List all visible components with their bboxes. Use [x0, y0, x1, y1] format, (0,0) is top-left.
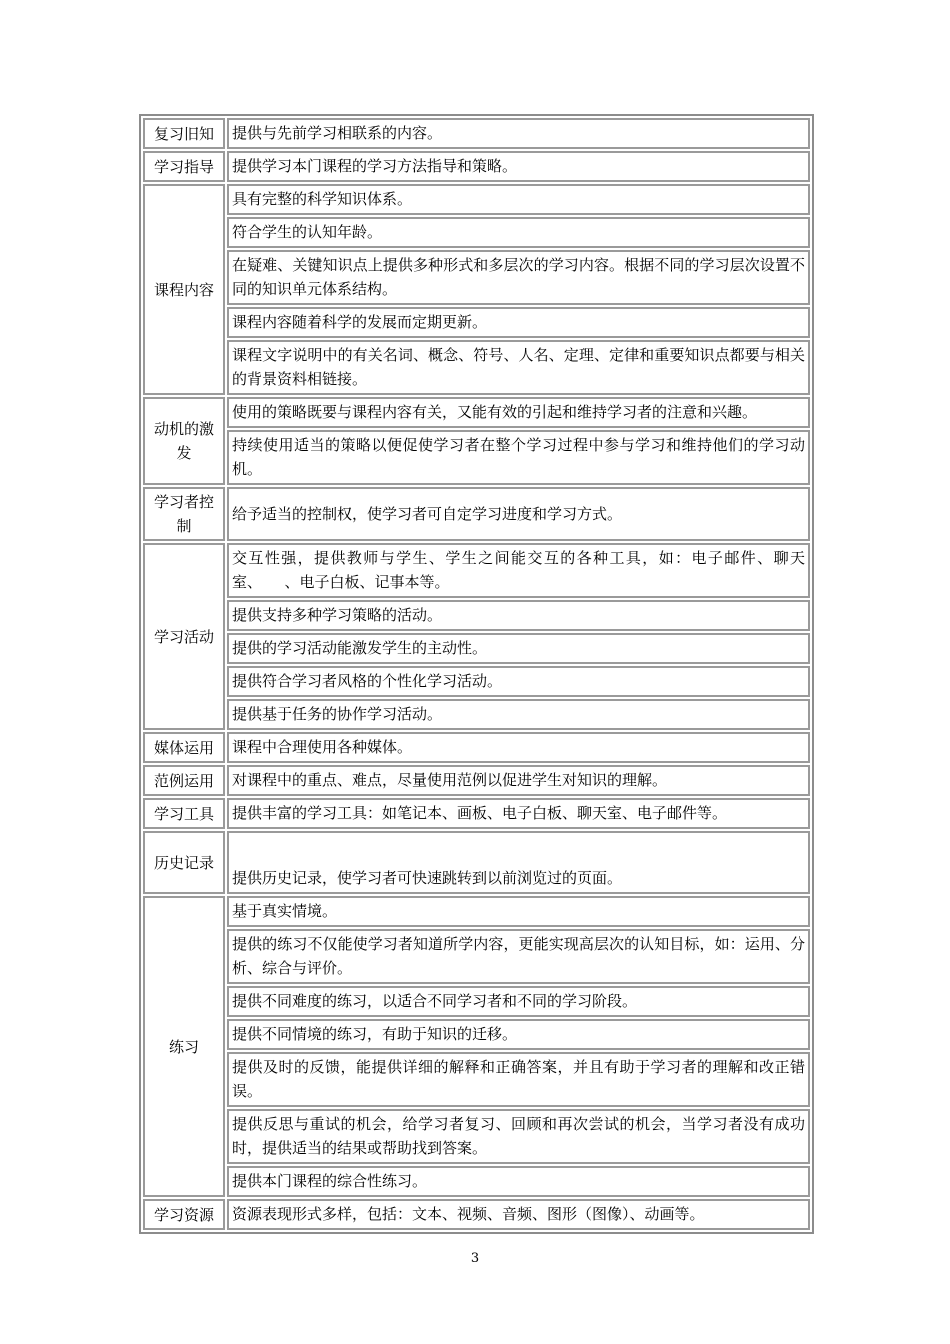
criteria-table [139, 114, 814, 1234]
table-row [143, 184, 810, 215]
category-cell: 学习指导 [143, 151, 225, 182]
table-row [143, 397, 810, 428]
description-cell: 提供不同情境的练习，有助于知识的迁移。 [227, 1019, 810, 1050]
description-cell: 提供学习本门课程的学习方法指导和策略。 [227, 151, 810, 182]
page-number: 3 [470, 1251, 480, 1266]
table-row [143, 217, 810, 248]
table-row [143, 986, 810, 1017]
table-row [143, 929, 810, 984]
table-row [143, 543, 810, 598]
description-cell: 给予适当的控制权，使学习者可自定学习进度和学习方式。 [227, 487, 810, 541]
table-row [143, 1109, 810, 1164]
description-cell: 基于真实情境。 [227, 896, 810, 927]
description-cell: 提供符合学习者风格的个性化学习活动。 [227, 666, 810, 697]
description-cell: 课程内容随着科学的发展而定期更新。 [227, 307, 810, 338]
table-row [143, 600, 810, 631]
description-cell: 在疑难、关键知识点上提供多种形式和多层次的学习内容。根据不同的学习层次设置不同的知识单元体系结构。 [227, 250, 810, 305]
category-cell: 复习旧知 [143, 118, 225, 149]
table-row [143, 1019, 810, 1050]
table-row [143, 487, 810, 541]
description-cell: 提供的学习活动能激发学生的主动性。 [227, 633, 810, 664]
table-row [143, 1052, 810, 1107]
description-cell: 提供丰富的学习工具：如笔记本、画板、电子白板、聊天室、电子邮件等。 [227, 798, 810, 829]
description-cell: 提供不同难度的练习，以适合不同学习者和不同的学习阶段。 [227, 986, 810, 1017]
category-cell: 练习 [143, 896, 225, 1197]
table-row [143, 151, 810, 182]
category-cell: 动机的激发 [143, 397, 225, 485]
category-cell: 课程内容 [143, 184, 225, 395]
description-cell: 课程文字说明中的有关名词、概念、符号、人名、定理、定律和重要知识点都要与相关的背景资料相链接。 [227, 340, 810, 395]
table-row [143, 666, 810, 697]
category-cell: 学习者控制 [143, 487, 225, 541]
category-cell: 学习资源 [143, 1199, 225, 1230]
category-cell: 学习活动 [143, 543, 225, 730]
table-row [143, 1199, 810, 1230]
table-row [143, 732, 810, 763]
description-cell: 使用的策略既要与课程内容有关，又能有效的引起和维持学习者的注意和兴趣。 [227, 397, 810, 428]
category-cell: 学习工具 [143, 798, 225, 829]
description-cell: 对课程中的重点、难点，尽量使用范例以促进学生对知识的理解。 [227, 765, 810, 796]
table-row [143, 250, 810, 305]
description-cell: 课程中合理使用各种媒体。 [227, 732, 810, 763]
table-row [143, 831, 810, 894]
table-row [143, 1166, 810, 1197]
table-row [143, 896, 810, 927]
table-row [143, 118, 810, 149]
table-row [143, 798, 810, 829]
description-cell: 提供基于任务的协作学习活动。 [227, 699, 810, 730]
description-cell: 提供历史记录，使学习者可快速跳转到以前浏览过的页面。 [227, 831, 810, 894]
table-row [143, 699, 810, 730]
description-cell: 提供支持多种学习策略的活动。 [227, 600, 810, 631]
table-row [143, 307, 810, 338]
description-cell: 提供的练习不仅能使学习者知道所学内容，更能实现高层次的认知目标，如：运用、分析、综合与评价。 [227, 929, 810, 984]
description-cell: 符合学生的认知年龄。 [227, 217, 810, 248]
table-row [143, 633, 810, 664]
category-cell: 范例运用 [143, 765, 225, 796]
description-cell: 提供与先前学习相联系的内容。 [227, 118, 810, 149]
description-cell: 资源表现形式多样，包括：文本、视频、音频、图形（图像）、动画等。 [227, 1199, 810, 1230]
category-cell: 媒体运用 [143, 732, 225, 763]
description-cell: 提供反思与重试的机会，给学习者复习、回顾和再次尝试的机会，当学习者没有成功时，提供适当的结果或帮助找到答案。 [227, 1109, 810, 1164]
table-row [143, 430, 810, 485]
criteria-table-body [143, 118, 810, 1230]
description-cell: 提供及时的反馈，能提供详细的解释和正确答案，并且有助于学习者的理解和改正错误。 [227, 1052, 810, 1107]
category-cell: 历史记录 [143, 831, 225, 894]
description-cell: 提供本门课程的综合性练习。 [227, 1166, 810, 1197]
table-row [143, 340, 810, 395]
description-cell: 交互性强，提供教师与学生、学生之间能交互的各种工具，如：电子邮件、聊天室、 、电子白板、记事本等。 [227, 543, 810, 598]
description-cell: 具有完整的科学知识体系。 [227, 184, 810, 215]
table-row [143, 765, 810, 796]
description-cell: 持续使用适当的策略以便促使学习者在整个学习过程中参与学习和维持他们的学习动机。 [227, 430, 810, 485]
